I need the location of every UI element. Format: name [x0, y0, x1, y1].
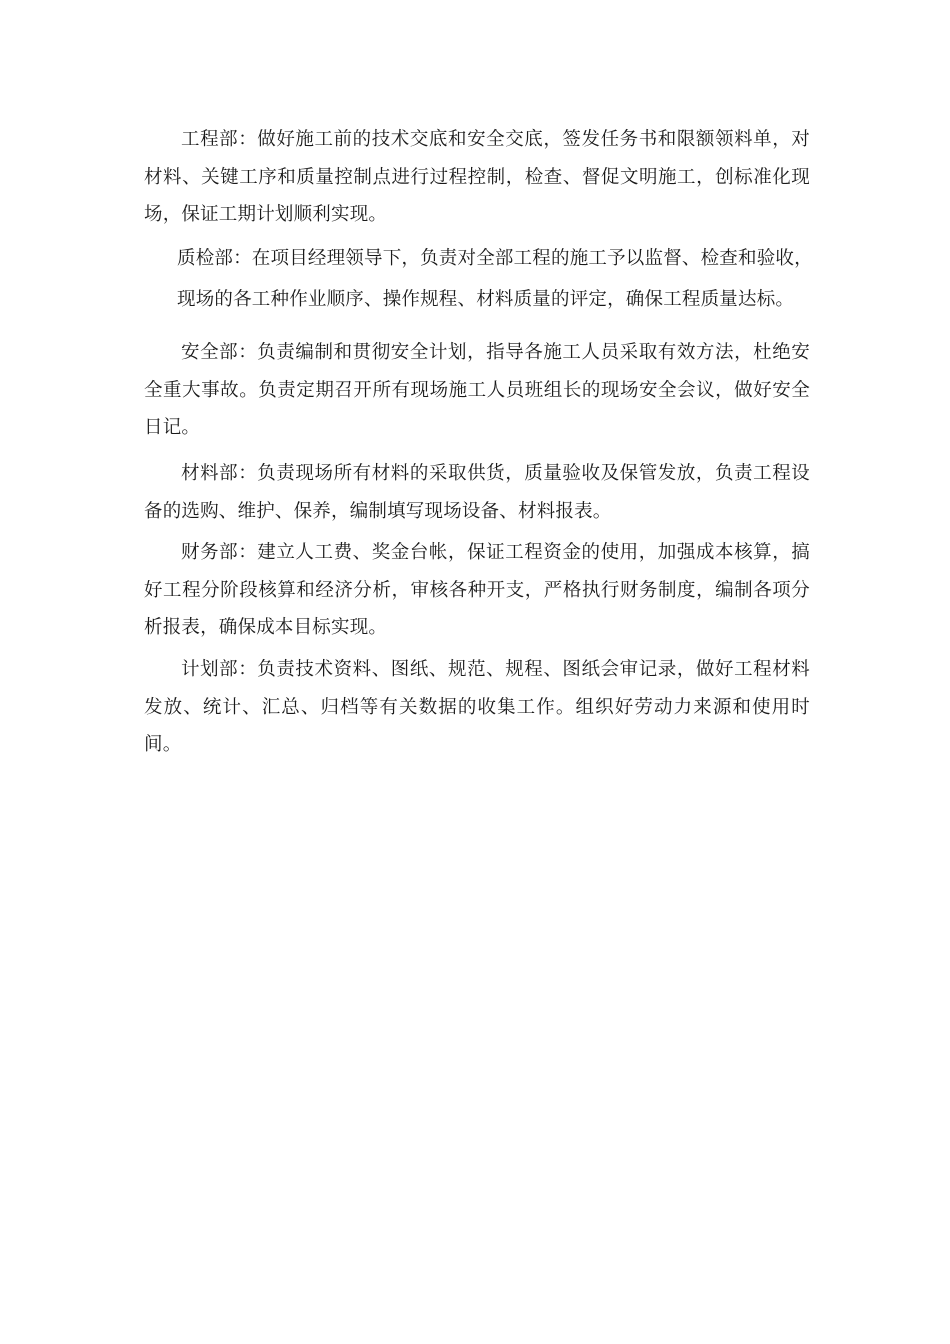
- paragraph-planning-dept: 计划部：负责技术资料、图纸、规范、规程、图纸会审记录，做好工程材料发放、统计、汇总、归档等有关数据的收集工作。组织好劳动力来源和使用时间。: [144, 659, 810, 755]
- paragraph-quality-dept-line-1: 质检部：在项目经理领导下，负责对全部工程的施工予以监督、检查和验收，: [177, 248, 813, 269]
- paragraph-safety-dept: 安全部：负责编制和贯彻安全计划，指导各施工人员采取有效方法，杜绝安全重大事故。负责定期召开所有现场施工人员班组长的现场安全会议，做好安全日记。: [144, 342, 810, 438]
- paragraph-engineering-dept: 工程部：做好施工前的技术交底和安全交底，签发任务书和限额领料单，对材料、关键工序和质量控制点进行过程控制，检查、督促文明施工，创标准化现场，保证工期计划顺利实现。: [144, 129, 810, 225]
- paragraph-materials-dept: 材料部：负责现场所有材料的采取供货，质量验收及保管发放，负责工程设备的选购、维护、保养，编制填写现场设备、材料报表。: [144, 463, 810, 522]
- paragraph-quality-dept-line-2: 现场的各工种作业顺序、操作规程、材料质量的评定，确保工程质量达标。: [177, 289, 795, 310]
- paragraph-finance-dept: 财务部：建立人工费、奖金台帐，保证工程资金的使用，加强成本核算，搞好工程分阶段核算和经济分析，审核各种开支，严格执行财务制度，编制各项分析报表，确保成本目标实现。: [144, 542, 810, 638]
